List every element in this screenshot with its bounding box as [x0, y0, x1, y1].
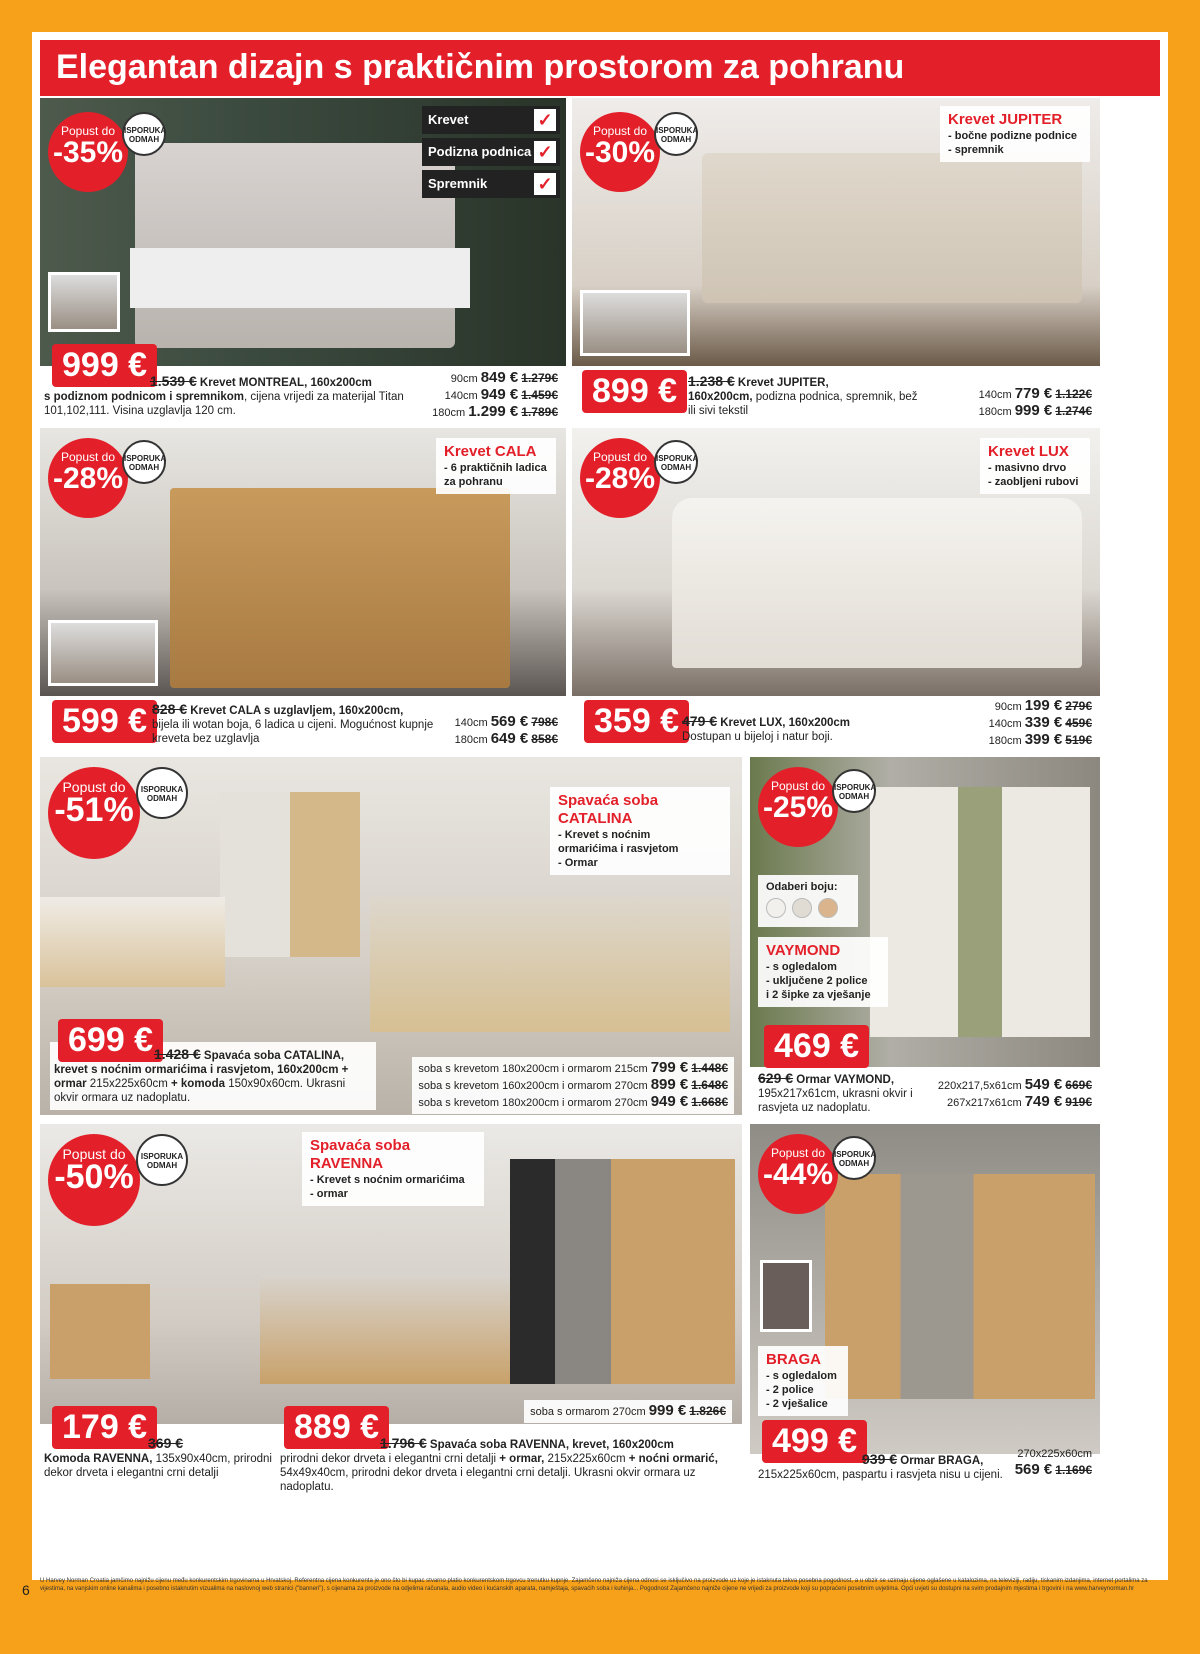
feature-check: Spremnik ✓: [422, 170, 560, 198]
size-variants: 90cm 849 € 1.279€ 140cm 949 € 1.459€ 180cm 1.299 € 1.789€: [432, 369, 558, 420]
old-price: 1.238 €: [688, 373, 735, 389]
feature-box: Krevet CALA - 6 praktičnih ladica za pohranu: [436, 438, 556, 494]
old-price: 1.539 €: [150, 373, 197, 389]
price-tag: 999 €: [52, 344, 157, 387]
size-variants: 270x225x60cm 569 € 1.169€: [1014, 1448, 1092, 1478]
discount-badge: Popust do -51%: [48, 767, 140, 859]
price-tag: 899 €: [582, 370, 687, 413]
delivery-badge: ISPORUKA ODMAH: [136, 1134, 188, 1186]
desc-bold: s podiznom podnicom i spremnikom: [44, 391, 244, 403]
discount-badge: Popust do -50%: [48, 1134, 140, 1226]
discount-badge: Popust do -35%: [48, 112, 128, 192]
product-cala[interactable]: [40, 428, 566, 750]
product-name: Krevet JUPITER,: [737, 377, 829, 389]
product-name: Krevet MONTREAL, 160x200cm: [199, 377, 372, 389]
product-ravenna[interactable]: Popust do -50% ISPORUKA ODMAH Spavaća soba RAVENNA - Krevet s noćnim ormarićima - ormar 179 € 369 € Komoda RAVENNA, 135x90x40cm, prirodni dekor drveta i elegantni crni detalji 889 € 1.796 € Spavaća soba RAVENNA, krevet, 160x200cm prirodni dekor drveta i elegantni crni detalji + ormar, 215x225x60cm + noćni ormarić, 54x49x40cm, prirodni dekor drveta i elegantni crni detalji. Ukrasni okvir ormara uz nadoplatu. soba s ormarom 270cm 999 € 1.826€: [40, 1124, 742, 1486]
product-name: Spavaća soba CATALINA,: [203, 1050, 345, 1062]
page-number: 6: [22, 1582, 30, 1598]
product-komoda[interactable]: 369 € Komoda RAVENNA, 135x90x40cm, prirodni dekor drveta i elegantni crni detalji: [44, 1435, 272, 1479]
discount-badge: Popust do -44%: [758, 1134, 838, 1214]
size-variants: 220x217,5x61cm 549 € 669€ 267x217x61cm 749 € 919€: [937, 1076, 1092, 1110]
old-price: 939 €: [862, 1451, 898, 1467]
feature-check: Podizna podnica ✓: [422, 138, 560, 166]
inset-image: [48, 272, 120, 332]
size-variants: soba s ormarom 270cm 999 € 1.826€: [524, 1400, 732, 1423]
product-desc: 195x217x61cm, ukrasni okvir i rasvjeta uz nadoplatu.: [758, 1088, 913, 1114]
inset-image: [760, 1260, 812, 1332]
size-variants: 90cm 199 € 279€ 140cm 339 € 459€ 180cm 399 € 519€: [988, 697, 1092, 748]
feature-box: BRAGA - s ogledalom - 2 police - 2 vješalice: [758, 1346, 848, 1416]
delivery-badge: ISPORUKA ODMAH: [654, 112, 698, 156]
feature-box: Spavaća soba CATALINA - Krevet s noćnim ormarićima i rasvjetom - Ormar: [550, 787, 730, 875]
desc-bold: 160x200cm,: [688, 391, 753, 403]
price-tag: 889 €: [284, 1406, 389, 1449]
price-tag: 699 €: [58, 1019, 163, 1062]
feature-box: VAYMOND - s ogledalom - uključene 2 police i 2 šipke za vješanje: [758, 937, 888, 1007]
product-name: Krevet LUX, 160x200cm: [720, 717, 851, 729]
color-picker: Odaberi boju:: [758, 875, 858, 927]
discount-badge: Popust do -28%: [48, 438, 128, 518]
product-catalina[interactable]: Popust do -51% ISPORUKA ODMAH Spavaća soba CATALINA - Krevet s noćnim ormarićima i rasvjetom - Ormar 699 € 1.428 € Spavaća soba CATALINA, krevet s noćnim ormarićima i rasvjetom, 160x200cm + ormar 215x225x60cm + komoda 150x90x60cm. Ukrasni okvir ormara uz nadoplatu. soba s krevetom 180x200cm i ormarom 215cm 799 € 1.448€ soba s krevetom 160x200cm i ormarom 270cm 899 € 1.648€ soba s krevetom 180x200cm i ormarom 270cm 949 € 1.668€: [40, 757, 742, 1115]
product-jupiter[interactable]: [572, 98, 1100, 422]
product-name: Spavaća soba RAVENNA, krevet, 160x200cm: [429, 1439, 674, 1451]
discount-badge: Popust do -30%: [580, 112, 660, 192]
price-tag: 359 €: [584, 700, 689, 743]
feature-box: Krevet JUPITER - bočne podizne podnice - spremnik: [940, 106, 1090, 162]
price-tag: 499 €: [762, 1420, 867, 1463]
product-desc: Dostupan u bijeloj i natur boji.: [682, 731, 833, 743]
product-desc: 215x225x60cm, paspartu i rasvjeta nisu u cijeni.: [758, 1469, 1003, 1481]
old-price: 1.796 €: [380, 1435, 427, 1451]
product-desc: , cijena vrijedi za materijal Titan 101,102,111. Visina uzglavlja 120 cm.: [44, 391, 404, 417]
product-desc: podizna podnica, spremnik, bež ili sivi tekstil: [688, 391, 918, 417]
size-variants: soba s krevetom 180x200cm i ormarom 215cm 799 € 1.448€ soba s krevetom 160x200cm i ormarom 270cm 899 € 1.648€ soba s krevetom 180x200cm i ormarom 270cm 949 € 1.668€: [412, 1057, 734, 1114]
product-vaymond[interactable]: [750, 757, 1100, 1115]
old-price: 479 €: [682, 713, 718, 729]
size-variants: 140cm 569 € 798€ 180cm 649 € 858€: [454, 713, 558, 747]
product-name: Ormar BRAGA,: [900, 1455, 984, 1467]
delivery-badge: ISPORUKA ODMAH: [832, 1136, 876, 1180]
feature-box: Krevet LUX - masivno drvo - zaobljeni rubovi: [980, 438, 1090, 494]
delivery-badge: ISPORUKA ODMAH: [832, 769, 876, 813]
delivery-badge: ISPORUKA ODMAH: [122, 112, 166, 156]
delivery-badge: ISPORUKA ODMAH: [122, 440, 166, 484]
inset-image: [580, 290, 690, 356]
feature-box: Spavaća soba RAVENNA - Krevet s noćnim ormarićima - ormar: [302, 1132, 484, 1206]
komoda-price-tag: 179 €: [52, 1406, 157, 1449]
product-name: Krevet CALA s uzglavljem, 160x200cm,: [190, 705, 404, 717]
product-braga[interactable]: [750, 1124, 1100, 1486]
price-tag: 469 €: [764, 1025, 869, 1068]
product-name: Ormar VAYMOND,: [796, 1074, 895, 1086]
feature-check: Krevet ✓: [422, 106, 560, 134]
old-price: 1.428 €: [154, 1046, 201, 1062]
product-lux[interactable]: [572, 428, 1100, 750]
price-tag: 599 €: [52, 700, 157, 743]
discount-badge: Popust do -28%: [580, 438, 660, 518]
old-price: 629 €: [758, 1070, 794, 1086]
color-swatch[interactable]: [818, 898, 838, 918]
old-price: 828 €: [152, 701, 188, 717]
product-desc: bijela ili wotan boja, 6 ladica u cijeni. Mogućnost kupnje kreveta bez uzglavlja: [152, 719, 434, 745]
color-swatch[interactable]: [766, 898, 786, 918]
legal-disclaimer: U Harvey Norman Croatia jamčimo najnižu cijenu među konkurentskim trgovinama u Hrvatskoj. Referentna cijena konkurenta je ono što bi kupac stvarno platio konkurentskom trgovcu trenutku kupnje. Zajamčeno najniža cijena odnosi se isključivo na proizvode uz koje je istaknuta takva posebna pogodnost, a u obzir se uzimaju cijene oglašene u katalozima, na televiziji, radiju, tiskanim izdanjima, internet portalima za vijestima, na vanjskim online kanalima i posebno istaknutim vizualima na naslovnoj web stranici ("banneri"), s cijenama za proizvode na odjelima računala, audio video i kućanskih aparata, namještaja, spavaćih soba i kuhinja... Pogodnost Zajamčeno najniže cijene ne vrijedi za proizvode koji su popraćeni posebnim uvjetima. Opći uvjeti su dostupni na svim prodajnim mjestima i trgovini i na www.harveynorman.hr: [40, 1578, 1148, 1592]
page-title: Elegantan dizajn s praktičnim prostorom za pohranu: [40, 40, 1160, 96]
delivery-badge: ISPORUKA ODMAH: [136, 767, 188, 819]
inset-image: [48, 620, 158, 686]
size-variants: 140cm 779 € 1.122€ 180cm 999 € 1.274€: [978, 385, 1092, 419]
discount-badge: Popust do -25%: [758, 767, 838, 847]
product-montreal[interactable]: [40, 98, 566, 422]
color-swatch[interactable]: [792, 898, 812, 918]
delivery-badge: ISPORUKA ODMAH: [654, 440, 698, 484]
